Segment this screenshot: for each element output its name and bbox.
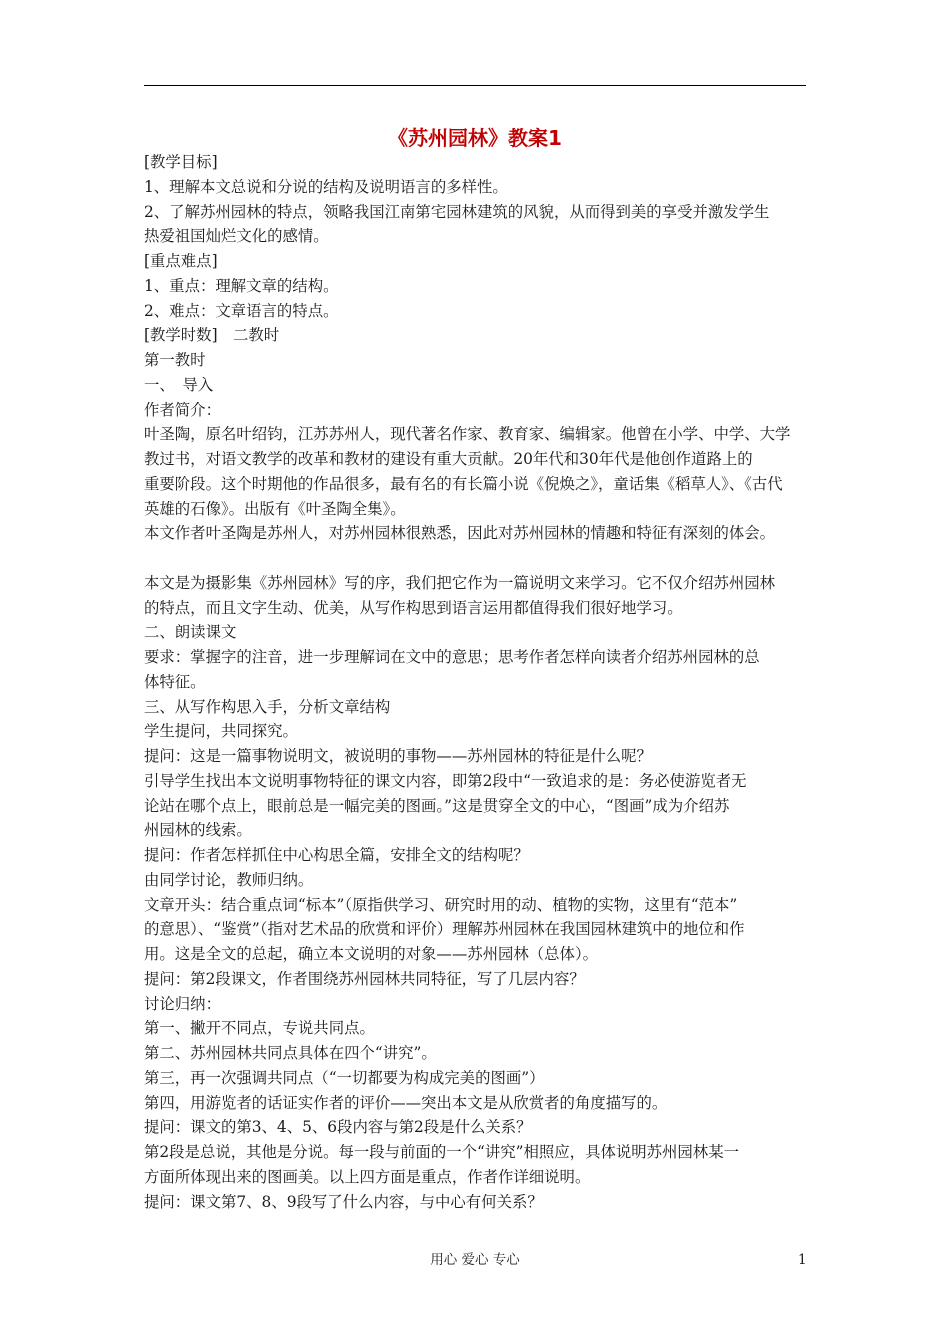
footer-text: 用心 爱心 专心 bbox=[430, 1252, 520, 1268]
text-line: 的意思）、“鉴赏”（指对艺术品的欣赏和评价）理解苏州园林在我国园林建筑中的地位和作 bbox=[144, 920, 745, 939]
text-line: 学生提问，共同探究。 bbox=[144, 722, 298, 741]
text-line: 热爱祖国灿烂文化的感情。 bbox=[144, 227, 329, 246]
text-line bbox=[144, 546, 806, 571]
text-line: 要求：掌握字的注音，进一步理解词在文中的意思；思考作者怎样向读者介绍苏州园林的总 bbox=[144, 648, 760, 666]
text-line: 一、 导入 bbox=[144, 375, 214, 394]
text-line: 提问：课文的第3、4、5、6段内容与第2段是什么关系？ bbox=[144, 1118, 532, 1137]
text-line: 第一教时 bbox=[144, 351, 206, 369]
document-body bbox=[144, 150, 806, 1214]
text-line: 第四，用游览者的话证实作者的评价——突出本文是从欣赏者的角度描写的。 bbox=[144, 1093, 668, 1112]
text-line: 方面所体现出来的图画美。以上四方面是重点，作者作详细说明。 bbox=[144, 1167, 591, 1186]
text-line: 文章开头：结合重点词“标本”（原指供学习、研究时用的动、植物的实物，这里有“范本” bbox=[144, 895, 738, 914]
text-line: 2、难点：文章语言的特点。 bbox=[144, 301, 339, 320]
text-line: 州园林的线索。 bbox=[144, 821, 252, 840]
text-line: 提问：第2段课文，作者围绕苏州园林共同特征，写了几层内容？ bbox=[144, 969, 585, 988]
text-line: 提问：作者怎样抓住中心构思全篇，安排全文的结构呢？ bbox=[144, 846, 529, 864]
text-line: 由同学讨论，教师归纳。 bbox=[144, 870, 314, 889]
text-line: 第三，再一次强调共同点（“一切都要为构成完美的图画”） bbox=[144, 1068, 545, 1087]
text-line: [教学目标] bbox=[144, 153, 218, 171]
text-line: 第二、苏州园林共同点具体在四个“讲究”。 bbox=[144, 1044, 437, 1062]
text-line: 的特点，而且文字生动、优美，从写作构思到语言运用都值得我们很好地学习。 bbox=[144, 598, 683, 617]
text-line: 1、理解本文总说和分说的结构及说明语言的多样性。 bbox=[144, 177, 508, 196]
text-line: 二、朗读课文 bbox=[144, 623, 237, 642]
text-line: 重要阶段。这个时期他的作品很多，最有名的有长篇小说《倪焕之》，童话集《稻草人》、《古代 bbox=[144, 474, 783, 493]
text-line: 本文作者叶圣陶是苏州人，对苏州园林很熟悉，因此对苏州园林的情趣和特征有深刻的体会。 bbox=[144, 524, 776, 543]
text-line: 作者简介： bbox=[144, 400, 221, 419]
page-number: 1 bbox=[798, 1252, 807, 1268]
text-line: 体特征。 bbox=[144, 672, 206, 691]
text-line: 论站在哪个点上，眼前总是一幅完美的图画。”这是贯穿全文的中心，“图画”成为介绍苏 bbox=[144, 796, 730, 815]
header-rule bbox=[144, 85, 806, 86]
text-line: 提问：这是一篇事物说明文，被说明的事物——苏州园林的特征是什么呢？ bbox=[144, 747, 652, 765]
text-line: 本文是为摄影集《苏州园林》写的序，我们把它作为一篇说明文来学习。它不仅介绍苏州园林 bbox=[144, 573, 776, 592]
text-line: 讨论归纳： bbox=[144, 994, 221, 1013]
text-line: 用。这是全文的总起，确立本文说明的对象——苏州园林（总体）。 bbox=[144, 945, 599, 963]
text-line: 2、了解苏州园林的特点，领略我国江南第宅园林建筑的风貌，从而得到美的享受并激发学生 bbox=[144, 202, 770, 221]
text-line: 提问：课文第7、8、9段写了什么内容，与中心有何关系？ bbox=[144, 1192, 543, 1211]
text-line: 1、重点：理解文章的结构。 bbox=[144, 276, 339, 295]
text-line: 三、从写作构思入手，分析文章结构 bbox=[144, 697, 391, 716]
text-line: 第一、撇开不同点，专说共同点。 bbox=[144, 1019, 375, 1038]
text-line: 第2段是总说，其他是分说。每一段与前面的一个“讲究”相照应，具体说明苏州园林某一 bbox=[144, 1143, 739, 1161]
text-line: [重点难点] bbox=[144, 252, 218, 270]
text-line: 引导学生找出本文说明事物特征的课文内容，即第2段中“一致追求的是：务必使游览者无 bbox=[144, 771, 747, 790]
text-line: 叶圣陶，原名叶绍钧，江苏苏州人，现代著名作家、教育家、编辑家。他曾在小学、中学、大学 bbox=[144, 425, 791, 444]
text-line: 英雄的石像》。出版有《叶圣陶全集》。 bbox=[144, 499, 406, 518]
document-title: 《苏州园林》教案1 bbox=[388, 126, 562, 150]
text-line: [教学时数] 二教时 bbox=[144, 326, 280, 345]
text-line: 教过书，对语文教学的改革和教材的建设有重大贡献。20年代和30年代是他创作道路上的 bbox=[144, 450, 753, 468]
